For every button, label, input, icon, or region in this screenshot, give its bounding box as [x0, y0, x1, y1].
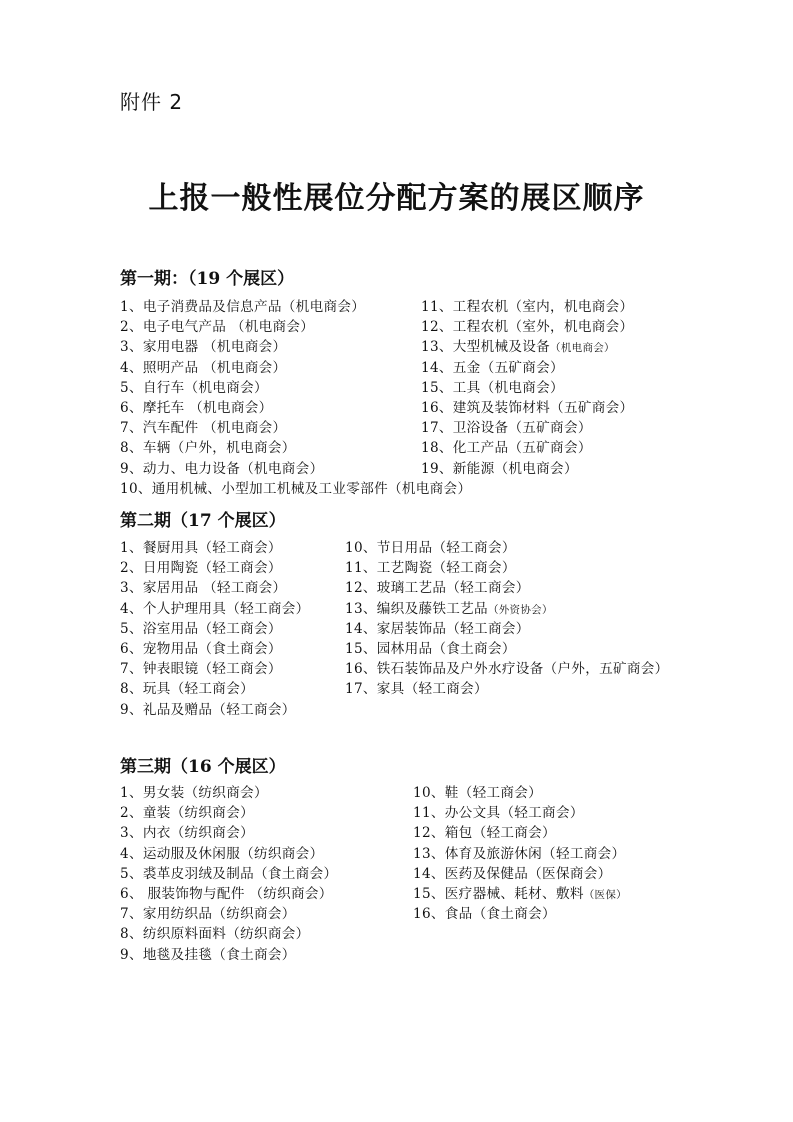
list-item-text: 19、新能源（机电商会） [421, 460, 578, 477]
phase-3-left-list [120, 783, 337, 965]
phase-3-heading [120, 752, 286, 777]
phase-3-heading-count: （16 个展区） [171, 757, 286, 777]
list-item-text: 18、化工产品（五矿商会） [421, 440, 592, 457]
list-item: 6、宠物用品（食土商会） [120, 640, 282, 657]
list-item: 4、照明产品 （机电商会） [120, 359, 287, 376]
page-title: 上报一般性展位分配方案的展区顺序 [148, 181, 645, 216]
list-item-text: 12、箱包（轻工商会） [413, 825, 556, 842]
list-item: 8、玩具（轻工商会） [120, 681, 254, 698]
list-item [345, 639, 669, 659]
list-item [413, 783, 627, 803]
list-item [421, 459, 633, 479]
list-item-text: 11、办公文具（轻工商会） [413, 805, 584, 822]
list-item-text: 16、建筑及装饰材料（五矿商会） [421, 399, 634, 416]
list-item: 3、家用电器 （机电商会） [120, 339, 287, 356]
list-item: 9、礼品及赠品（轻工商会） [120, 701, 296, 718]
list-item: 10、通用机械、小型加工机械及工业零部件（机电商会） [120, 480, 472, 497]
phase-2-heading [120, 506, 286, 531]
phase-1-heading-count: （19 个展区） [188, 269, 295, 289]
list-item [345, 599, 669, 619]
list-item [413, 844, 627, 864]
list-item [421, 418, 633, 438]
list-item-note: （外资协会） [487, 603, 553, 616]
list-item-text: 10、鞋（轻工商会） [413, 785, 543, 801]
list-item-text: 11、工程农机（室内，机电商会） [421, 299, 634, 315]
list-item: 3、家居用品 （轻工商会） [120, 580, 287, 597]
list-item-text: 14、家居装饰品（轻工商会） [345, 620, 530, 637]
list-item-text: 10、节日用品（轻工商会） [345, 540, 516, 556]
list-item [413, 864, 627, 884]
list-item-text: 15、工具（机电商会） [421, 379, 564, 396]
list-item: 7、家用纺织品（纺织商会） [120, 906, 296, 923]
list-item [345, 659, 669, 679]
list-item: 2、日用陶瓷（轻工商会） [120, 560, 282, 577]
list-item-text: 17、家具（轻工商会） [345, 681, 488, 698]
list-item: 8、纺织原料面料（纺织商会） [120, 926, 310, 943]
list-item: 2、电子电气产品 （机电商会） [120, 319, 315, 336]
list-item [421, 297, 633, 317]
list-item [421, 337, 633, 357]
list-item [421, 358, 633, 378]
attachment-label: 附件 2 [120, 90, 184, 114]
list-item [413, 884, 627, 904]
list-item [345, 619, 669, 639]
list-item-text: 11、工艺陶瓷（轻工商会） [345, 560, 516, 577]
phase-3-heading-label: 第三期 [120, 757, 171, 777]
list-item [413, 904, 627, 924]
list-item [413, 823, 627, 843]
list-item: 5、裘革皮羽绒及制品（食土商会） [120, 865, 338, 882]
list-item-text: 16、食品（食土商会） [413, 906, 556, 923]
list-item: 3、内衣（纺织商会） [120, 825, 254, 842]
list-item-text: 16、铁石装饰品及户外水疗设备（户外，五矿商会） [345, 661, 669, 678]
list-item-note: （机电商会） [550, 342, 615, 355]
list-item-text: 14、五金（五矿商会） [421, 359, 564, 376]
list-item-note: （医保） [583, 888, 627, 901]
list-item: 6、 服装饰物与配件 （纺织商会） [120, 885, 333, 902]
list-item: 7、汽车配件 （机电商会） [120, 420, 287, 437]
list-item: 1、餐厨用具（轻工商会） [120, 540, 282, 556]
phase-2-heading-label: 第二期 [120, 511, 171, 531]
list-item [421, 398, 633, 418]
list-item: 8、车辆（户外，机电商会） [120, 440, 296, 457]
list-item-text: 15、医疗器械、耗材、敷料 [413, 885, 584, 902]
list-item: 5、自行车（机电商会） [120, 379, 268, 396]
list-item [345, 558, 669, 578]
list-item [421, 378, 633, 398]
list-item [421, 438, 633, 458]
phase-1-right-list [421, 297, 633, 479]
list-item: 4、个人护理用具（轻工商会） [120, 600, 310, 617]
list-item [345, 538, 669, 558]
list-item-text: 13、大型机械及设备 [421, 339, 551, 356]
list-item: 7、钟表眼镜（轻工商会） [120, 661, 282, 678]
list-item: 1、电子消费品及信息产品（机电商会） [120, 299, 366, 315]
list-item: 4、运动服及休闲服（纺织商会） [120, 845, 324, 862]
phase-1-heading-label: 第一期： [120, 269, 188, 289]
phase-1-heading [120, 264, 294, 289]
list-item: 9、地毯及挂毯（食土商会） [120, 946, 296, 963]
list-item: 6、摩托车 （机电商会） [120, 399, 273, 416]
phase-2-heading-count: （17 个展区） [171, 511, 286, 531]
list-item [421, 317, 633, 337]
phase-2-left-list [120, 538, 310, 720]
list-item [345, 578, 669, 598]
list-item-text: 13、体育及旅游休闲（轻工商会） [413, 845, 626, 862]
list-item-text: 13、编织及藤铁工艺品 [345, 600, 488, 617]
list-item [345, 679, 669, 699]
phase-2-right-list [345, 538, 669, 700]
phase-1-left-list [120, 297, 471, 499]
list-item-text: 12、工程农机（室外，机电商会） [421, 319, 634, 336]
list-item: 5、浴室用品（轻工商会） [120, 620, 282, 637]
list-item [413, 803, 627, 823]
phase-3-right-list [413, 783, 627, 924]
list-item-text: 12、玻璃工艺品（轻工商会） [345, 580, 530, 597]
list-item: 9、动力、电力设备（机电商会） [120, 460, 324, 477]
list-item: 2、童装（纺织商会） [120, 805, 254, 822]
list-item-text: 14、医药及保健品（医保商会） [413, 865, 612, 882]
list-item-text: 17、卫浴设备（五矿商会） [421, 420, 592, 437]
list-item-text: 15、园林用品（食土商会） [345, 640, 516, 657]
list-item: 1、男女装（纺织商会） [120, 785, 268, 801]
